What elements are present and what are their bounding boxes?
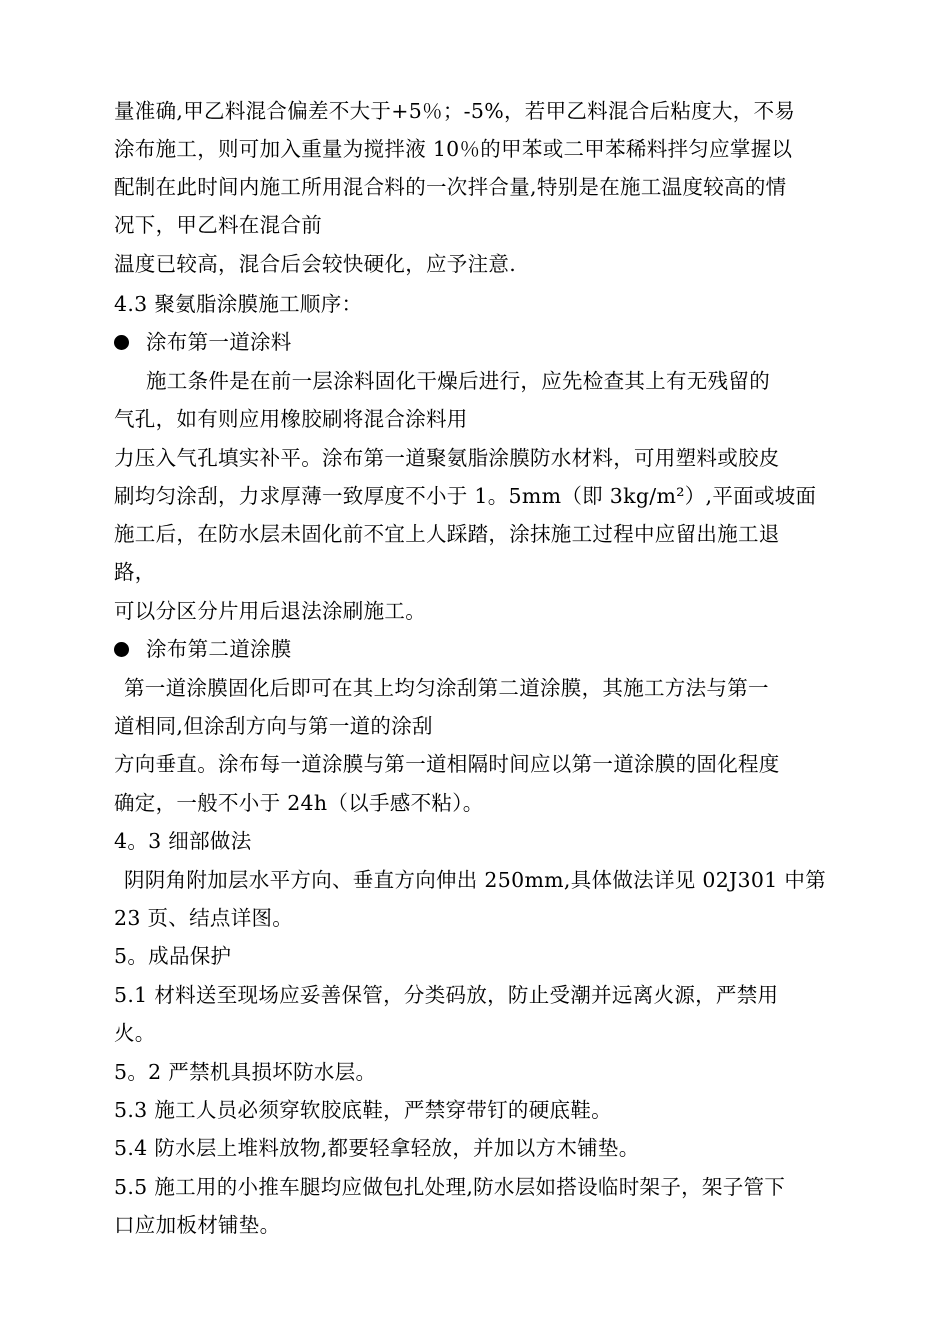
text-line: 气孔，如有则应用橡胶刷将混合涂料用 — [114, 407, 468, 431]
text-line: 火。 — [114, 1021, 156, 1045]
text-line: 刷均匀涂刮，力求厚薄一致厚度不小于 1。5mm（即 3kg/m²）,平面或坡面 — [114, 484, 817, 508]
text-line: 5.3 施工人员必须穿软胶底鞋，严禁穿带钉的硬底鞋。 — [114, 1098, 612, 1122]
text-line: 5.5 施工用的小推车腿均应做包扎处理,防水层如搭设临时架子，架子管下 — [114, 1175, 786, 1199]
bullet-item: 涂布第二道涂膜 — [146, 637, 292, 661]
section-heading: 4.3 聚氨脂涂膜施工顺序： — [114, 292, 363, 316]
text-line: 阴阴角附加层水平方向、垂直方向伸出 250mm,具体做法详见 02J301 中第 — [124, 868, 827, 892]
text-line: 配制在此时间内施工所用混合料的一次拌合量,特别是在施工温度较高的情 — [114, 175, 787, 199]
text-line: 施工后，在防水层未固化前不宜上人踩踏，涂抹施工过程中应留出施工退 — [114, 522, 780, 546]
bullet-item: 涂布第一道涂料 — [146, 330, 292, 354]
text-line: 温度已较高，混合后会较快硬化，应予注意. — [114, 252, 517, 276]
text-line: 口应加板材铺垫。 — [114, 1213, 281, 1237]
section-heading: 5。成品保护 — [114, 944, 232, 968]
text-line: 确定，一般不小于 24h（以手感不粘）。 — [114, 791, 484, 815]
text-line: 况下，甲乙料在混合前 — [114, 213, 322, 237]
text-line: 5。2 严禁机具损坏防水层。 — [114, 1060, 377, 1084]
text-line: 方向垂直。涂布每一道涂膜与第一道相隔时间应以第一道涂膜的固化程度 — [114, 752, 780, 776]
section-heading: 4。3 细部做法 — [114, 829, 252, 853]
bullet-icon — [114, 335, 129, 350]
text-line: 23 页、结点详图。 — [114, 906, 294, 930]
text-line: 5.1 材料送至现场应妥善保管，分类码放，防止受潮并远离火源，严禁用 — [114, 983, 779, 1007]
text-line: 道相同,但涂刮方向与第一道的涂刮 — [114, 714, 433, 738]
text-line: 5.4 防水层上堆料放物,都要轻拿轻放，并加以方木铺垫。 — [114, 1136, 640, 1160]
text-line: 力压入气孔填实补平。涂布第一道聚氨脂涂膜防水材料，可用塑料或胶皮 — [114, 446, 780, 470]
text-line: 量准确,甲乙料混合偏差不大于+5％；-5%，若甲乙料混合后粘度大，不易 — [114, 99, 796, 123]
bullet-icon — [114, 642, 129, 657]
text-line: 可以分区分片用后退法涂刷施工。 — [114, 599, 426, 623]
text-line: 涂布施工，则可加入重量为搅拌液 10％的甲苯或二甲苯稀料拌匀应掌握以 — [114, 137, 793, 161]
text-line: 第一道涂膜固化后即可在其上均匀涂刮第二道涂膜，其施工方法与第一 — [124, 676, 769, 700]
text-line: 路， — [114, 560, 156, 584]
text-line: 施工条件是在前一层涂料固化干燥后进行，应先检查其上有无残留的 — [146, 369, 770, 393]
